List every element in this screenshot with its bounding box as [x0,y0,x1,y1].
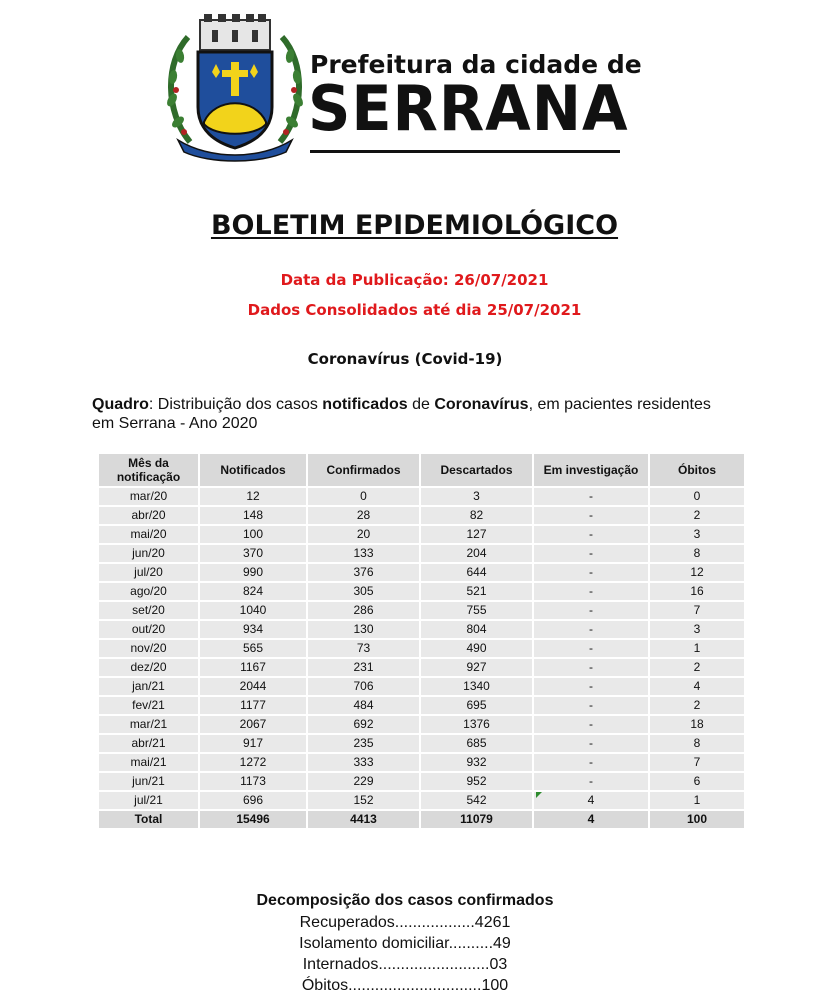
caption-bold1: notificados [322,396,408,413]
cell-deaths: 4 [650,678,744,695]
bulletin-title: BOLETIM EPIDEMIOLÓGICO [210,210,619,241]
header-deaths: Óbitos [650,454,744,486]
table-row [99,583,744,600]
table-row [99,602,744,619]
cell-investigating: - [534,621,648,638]
cell-notified: 370 [200,545,306,562]
cell-discarded: 542 [421,792,532,809]
cases-table [97,452,746,830]
table-row [99,507,744,524]
cell-notified: 100 [200,526,306,543]
cell-investigating: - [534,602,648,619]
table-row [99,773,744,790]
cell-discarded: 804 [421,621,532,638]
cell-investigating: - [534,716,648,733]
cell-investigating: 4 [534,811,648,828]
cell-notified: 824 [200,583,306,600]
decomposition-hospitalized: Internados.........................03 [302,956,508,973]
cell-discarded: 204 [421,545,532,562]
table-total-row [99,811,744,828]
cell-discarded: 952 [421,773,532,790]
cell-notified: 2044 [200,678,306,695]
cell-investigating: - [534,735,648,752]
cell-month: mai/20 [99,526,198,543]
cell-discarded: 644 [421,564,532,581]
cell-discarded: 755 [421,602,532,619]
table-row [99,621,744,638]
cell-confirmed: 235 [308,735,419,752]
table-row [99,792,744,809]
cell-investigating: - [534,545,648,562]
cell-deaths: 8 [650,735,744,752]
cell-confirmed: 484 [308,697,419,714]
cell-deaths: 2 [650,507,744,524]
cell-investigating: - [534,697,648,714]
caption-part3: , em pacientes residentes em Serrana - Ano 2020 [92,396,711,432]
cell-month: dez/20 [99,659,198,676]
table-row [99,564,744,581]
cell-investigating: - [534,488,648,505]
cell-month: mar/21 [99,716,198,733]
cell-discarded: 695 [421,697,532,714]
cell-notified: 1177 [200,697,306,714]
cell-discarded: 685 [421,735,532,752]
cell-notified: 1173 [200,773,306,790]
table-row [99,640,744,657]
table-row [99,659,744,676]
header-investigating: Em investigação [534,454,648,486]
table-body [99,488,744,828]
decomposition-title: Decomposição dos casos confirmados [256,892,554,909]
caption-label: Quadro [92,396,149,413]
cell-deaths: 7 [650,754,744,771]
cell-deaths: 6 [650,773,744,790]
cell-investigating: - [534,678,648,695]
cell-month: mai/21 [99,754,198,771]
cell-confirmed: 231 [308,659,419,676]
table-row [99,697,744,714]
cell-deaths: 12 [650,564,744,581]
cell-confirmed: 229 [308,773,419,790]
cell-notified: 917 [200,735,306,752]
cell-month: ago/20 [99,583,198,600]
decomposition-recovered: Recuperados..................4261 [299,914,511,931]
cell-deaths: 1 [650,640,744,657]
cell-deaths: 16 [650,583,744,600]
org-underline [310,150,620,153]
cell-confirmed: 305 [308,583,419,600]
cell-deaths: 3 [650,526,744,543]
cell-confirmed: 333 [308,754,419,771]
publication-date: Data da Publicação: 26/07/2021 [280,271,549,289]
table-row [99,754,744,771]
cell-discarded: 11079 [421,811,532,828]
cell-deaths: 2 [650,659,744,676]
cell-discarded: 932 [421,754,532,771]
header-notified: Notificados [200,454,306,486]
table-row [99,488,744,505]
cell-confirmed: 286 [308,602,419,619]
header-month: Mês da notificação [99,454,198,486]
confirmed-decomposition [0,892,810,996]
table-header-row [99,454,744,486]
cell-month: nov/20 [99,640,198,657]
table-row [99,678,744,695]
cell-deaths: 0 [650,488,744,505]
cell-investigating: 4 [534,792,648,809]
caption-bold2: Coronavírus [434,396,529,413]
cell-notified: 1040 [200,602,306,619]
cell-notified: 696 [200,792,306,809]
cell-notified: 565 [200,640,306,657]
cell-confirmed: 4413 [308,811,419,828]
cell-confirmed: 133 [308,545,419,562]
cell-deaths: 7 [650,602,744,619]
cell-discarded: 1376 [421,716,532,733]
cell-month: abr/20 [99,507,198,524]
cell-deaths: 2 [650,697,744,714]
cell-month: jul/21 [99,792,198,809]
cell-month: mar/20 [99,488,198,505]
cell-month: out/20 [99,621,198,638]
cell-confirmed: 152 [308,792,419,809]
cell-discarded: 927 [421,659,532,676]
consolidated-date: Dados Consolidados até dia 25/07/2021 [247,301,582,319]
cell-investigating: - [534,583,648,600]
cell-notified: 148 [200,507,306,524]
cell-confirmed: 692 [308,716,419,733]
table-row [99,735,744,752]
header-discarded: Descartados [421,454,532,486]
header-confirmed: Confirmados [308,454,419,486]
cell-notified: 990 [200,564,306,581]
cell-notified: 1167 [200,659,306,676]
cell-investigating: - [534,507,648,524]
cell-month: abr/21 [99,735,198,752]
cell-month: jul/20 [99,564,198,581]
cell-confirmed: 28 [308,507,419,524]
cell-discarded: 3 [421,488,532,505]
cell-confirmed: 20 [308,526,419,543]
decomposition-home-isolation: Isolamento domiciliar..........49 [299,935,511,952]
org-name-line1: Prefeitura da cidade de [310,50,642,79]
cell-confirmed: 73 [308,640,419,657]
cell-investigating: - [534,754,648,771]
table-row [99,545,744,562]
cell-month: fev/21 [99,697,198,714]
cell-notified: 15496 [200,811,306,828]
cell-discarded: 82 [421,507,532,524]
cell-deaths: 8 [650,545,744,562]
cell-confirmed: 0 [308,488,419,505]
cell-deaths: 3 [650,621,744,638]
caption-part2: de [407,396,435,413]
cell-investigating: - [534,773,648,790]
table-row [99,716,744,733]
cell-month: jun/21 [99,773,198,790]
cell-notified: 1272 [200,754,306,771]
city-crest-logo [160,12,310,162]
cell-notified: 12 [200,488,306,505]
subject-heading: Coronavírus (Covid-19) [307,350,503,368]
cell-confirmed: 706 [308,678,419,695]
caption-part1: : Distribuição dos casos [148,396,323,413]
table-row [99,526,744,543]
cell-month: jan/21 [99,678,198,695]
cell-discarded: 1340 [421,678,532,695]
cell-deaths: 18 [650,716,744,733]
cell-discarded: 127 [421,526,532,543]
table-caption [92,395,732,433]
org-name-line2: SERRANA [308,72,629,145]
cell-month: jun/20 [99,545,198,562]
cell-discarded: 490 [421,640,532,657]
cell-investigating: - [534,564,648,581]
cell-month: Total [99,811,198,828]
cell-notified: 2067 [200,716,306,733]
cell-investigating: - [534,659,648,676]
cell-confirmed: 130 [308,621,419,638]
cell-investigating: - [534,640,648,657]
header [160,12,642,162]
decomposition-deaths: Óbitos..............................100 [301,977,509,994]
cell-deaths: 1 [650,792,744,809]
cell-confirmed: 376 [308,564,419,581]
cell-investigating: - [534,526,648,543]
cell-notified: 934 [200,621,306,638]
cell-deaths: 100 [650,811,744,828]
cell-month: set/20 [99,602,198,619]
cell-discarded: 521 [421,583,532,600]
